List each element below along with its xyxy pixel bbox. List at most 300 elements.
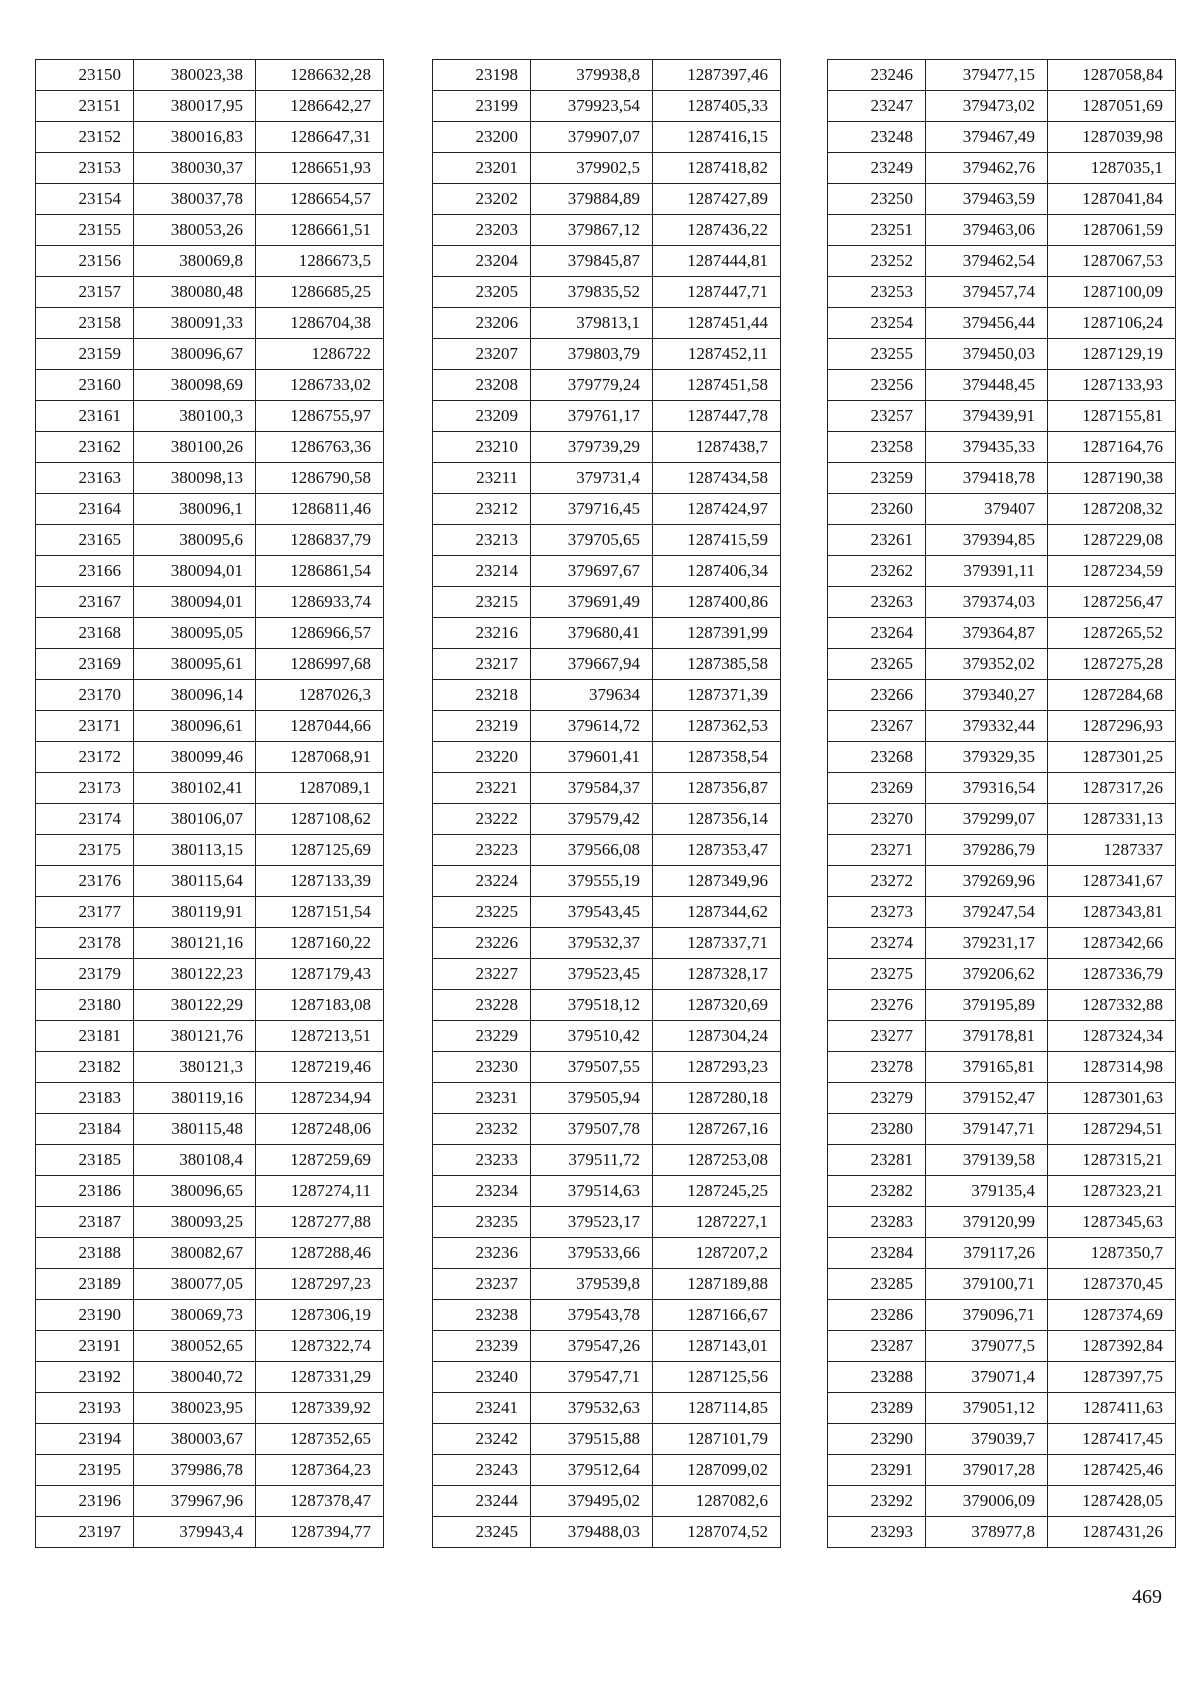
x-coordinate-cell: 380052,65 — [134, 1331, 256, 1362]
y-coordinate-cell: 1287317,26 — [1048, 773, 1176, 804]
point-number-cell: 23265 — [828, 649, 926, 680]
point-number-cell: 23219 — [433, 711, 531, 742]
y-coordinate-cell: 1287106,24 — [1048, 308, 1176, 339]
y-coordinate-cell: 1287256,47 — [1048, 587, 1176, 618]
x-coordinate-cell: 379523,45 — [531, 959, 653, 990]
x-coordinate-cell: 379845,87 — [531, 246, 653, 277]
y-coordinate-cell: 1286763,36 — [256, 432, 384, 463]
y-coordinate-cell: 1287434,58 — [653, 463, 781, 494]
x-coordinate-cell: 379178,81 — [926, 1021, 1048, 1052]
x-coordinate-cell: 379716,45 — [531, 494, 653, 525]
y-coordinate-cell: 1286837,79 — [256, 525, 384, 556]
point-number-cell: 23244 — [433, 1486, 531, 1517]
y-coordinate-cell: 1287438,7 — [653, 432, 781, 463]
x-coordinate-cell: 380080,48 — [134, 277, 256, 308]
y-coordinate-cell: 1287277,88 — [256, 1207, 384, 1238]
y-coordinate-cell: 1287378,47 — [256, 1486, 384, 1517]
y-coordinate-cell: 1287227,1 — [653, 1207, 781, 1238]
x-coordinate-cell: 379943,4 — [134, 1517, 256, 1548]
x-coordinate-cell: 379418,78 — [926, 463, 1048, 494]
table-row — [828, 1393, 1176, 1424]
table-row — [828, 928, 1176, 959]
y-coordinate-cell: 1287371,39 — [653, 680, 781, 711]
table-row — [433, 804, 781, 835]
point-number-cell: 23261 — [828, 525, 926, 556]
table-row — [36, 1269, 384, 1300]
x-coordinate-cell: 379680,41 — [531, 618, 653, 649]
point-number-cell: 23287 — [828, 1331, 926, 1362]
point-number-cell: 23179 — [36, 959, 134, 990]
point-number-cell: 23273 — [828, 897, 926, 928]
y-coordinate-cell: 1287304,24 — [653, 1021, 781, 1052]
coordinates-table-1 — [35, 59, 384, 1548]
y-coordinate-cell: 1287451,44 — [653, 308, 781, 339]
table-row — [433, 556, 781, 587]
point-number-cell: 23184 — [36, 1114, 134, 1145]
x-coordinate-cell: 379435,33 — [926, 432, 1048, 463]
x-coordinate-cell: 380096,14 — [134, 680, 256, 711]
y-coordinate-cell: 1287294,51 — [1048, 1114, 1176, 1145]
y-coordinate-cell: 1287183,08 — [256, 990, 384, 1021]
y-coordinate-cell: 1287400,86 — [653, 587, 781, 618]
x-coordinate-cell: 379967,96 — [134, 1486, 256, 1517]
table-row — [433, 928, 781, 959]
table-row — [433, 1145, 781, 1176]
point-number-cell: 23213 — [433, 525, 531, 556]
table-row — [36, 1300, 384, 1331]
point-number-cell: 23259 — [828, 463, 926, 494]
table-row — [828, 91, 1176, 122]
table-row — [433, 835, 781, 866]
table-row — [828, 773, 1176, 804]
y-coordinate-cell: 1287306,19 — [256, 1300, 384, 1331]
table-row — [828, 959, 1176, 990]
point-number-cell: 23221 — [433, 773, 531, 804]
y-coordinate-cell: 1287352,65 — [256, 1424, 384, 1455]
point-number-cell: 23223 — [433, 835, 531, 866]
table-row — [828, 835, 1176, 866]
point-number-cell: 23239 — [433, 1331, 531, 1362]
table-row — [433, 959, 781, 990]
coordinates-table-2 — [432, 59, 781, 1548]
x-coordinate-cell: 379779,24 — [531, 370, 653, 401]
point-number-cell: 23225 — [433, 897, 531, 928]
table-row — [828, 1052, 1176, 1083]
x-coordinate-cell: 379096,71 — [926, 1300, 1048, 1331]
point-number-cell: 23277 — [828, 1021, 926, 1052]
point-number-cell: 23266 — [828, 680, 926, 711]
point-number-cell: 23283 — [828, 1207, 926, 1238]
point-number-cell: 23256 — [828, 370, 926, 401]
table-row — [828, 1114, 1176, 1145]
x-coordinate-cell: 379579,42 — [531, 804, 653, 835]
y-coordinate-cell: 1287125,69 — [256, 835, 384, 866]
x-coordinate-cell: 379515,88 — [531, 1424, 653, 1455]
table-row — [828, 618, 1176, 649]
table-row — [36, 1052, 384, 1083]
x-coordinate-cell: 380096,1 — [134, 494, 256, 525]
point-number-cell: 23168 — [36, 618, 134, 649]
x-coordinate-cell: 379488,03 — [531, 1517, 653, 1548]
point-number-cell: 23172 — [36, 742, 134, 773]
table-row — [828, 649, 1176, 680]
table-row — [828, 215, 1176, 246]
table-row — [433, 1300, 781, 1331]
point-number-cell: 23231 — [433, 1083, 531, 1114]
point-number-cell: 23196 — [36, 1486, 134, 1517]
y-coordinate-cell: 1287336,79 — [1048, 959, 1176, 990]
table-row — [36, 1083, 384, 1114]
point-number-cell: 23268 — [828, 742, 926, 773]
point-number-cell: 23290 — [828, 1424, 926, 1455]
point-number-cell: 23154 — [36, 184, 134, 215]
y-coordinate-cell: 1287301,63 — [1048, 1083, 1176, 1114]
table-row — [828, 1331, 1176, 1362]
table-row — [36, 1238, 384, 1269]
table-row — [36, 1486, 384, 1517]
x-coordinate-cell: 379457,74 — [926, 277, 1048, 308]
x-coordinate-cell: 379364,87 — [926, 618, 1048, 649]
point-number-cell: 23255 — [828, 339, 926, 370]
table-row — [828, 742, 1176, 773]
point-number-cell: 23280 — [828, 1114, 926, 1145]
y-coordinate-cell: 1287411,63 — [1048, 1393, 1176, 1424]
point-number-cell: 23186 — [36, 1176, 134, 1207]
y-coordinate-cell: 1287219,46 — [256, 1052, 384, 1083]
y-coordinate-cell: 1287288,46 — [256, 1238, 384, 1269]
x-coordinate-cell: 379391,11 — [926, 556, 1048, 587]
table-row — [828, 804, 1176, 835]
x-coordinate-cell: 380095,61 — [134, 649, 256, 680]
point-number-cell: 23293 — [828, 1517, 926, 1548]
table-row — [828, 401, 1176, 432]
y-coordinate-cell: 1287444,81 — [653, 246, 781, 277]
x-coordinate-cell: 379152,47 — [926, 1083, 1048, 1114]
point-number-cell: 23238 — [433, 1300, 531, 1331]
table-row — [36, 308, 384, 339]
table-row — [828, 184, 1176, 215]
table-row — [433, 1052, 781, 1083]
y-coordinate-cell: 1287234,94 — [256, 1083, 384, 1114]
y-coordinate-cell: 1287284,68 — [1048, 680, 1176, 711]
table-row — [433, 184, 781, 215]
table-row — [36, 1331, 384, 1362]
point-number-cell: 23236 — [433, 1238, 531, 1269]
table-row — [433, 1362, 781, 1393]
x-coordinate-cell: 379523,17 — [531, 1207, 653, 1238]
y-coordinate-cell: 1287339,92 — [256, 1393, 384, 1424]
table-row — [433, 1486, 781, 1517]
y-coordinate-cell: 1286632,28 — [256, 60, 384, 91]
y-coordinate-cell: 1287190,38 — [1048, 463, 1176, 494]
x-coordinate-cell: 379299,07 — [926, 804, 1048, 835]
point-number-cell: 23234 — [433, 1176, 531, 1207]
table-row — [828, 1238, 1176, 1269]
point-number-cell: 23163 — [36, 463, 134, 494]
y-coordinate-cell: 1287447,78 — [653, 401, 781, 432]
y-coordinate-cell: 1287267,16 — [653, 1114, 781, 1145]
y-coordinate-cell: 1287293,23 — [653, 1052, 781, 1083]
x-coordinate-cell: 380096,61 — [134, 711, 256, 742]
y-coordinate-cell: 1287417,45 — [1048, 1424, 1176, 1455]
y-coordinate-cell: 1287207,2 — [653, 1238, 781, 1269]
table-row — [36, 1207, 384, 1238]
table-row — [36, 1393, 384, 1424]
x-coordinate-cell: 380122,29 — [134, 990, 256, 1021]
x-coordinate-cell: 379584,37 — [531, 773, 653, 804]
point-number-cell: 23176 — [36, 866, 134, 897]
x-coordinate-cell: 379231,17 — [926, 928, 1048, 959]
x-coordinate-cell: 380121,76 — [134, 1021, 256, 1052]
point-number-cell: 23285 — [828, 1269, 926, 1300]
x-coordinate-cell: 379316,54 — [926, 773, 1048, 804]
table-row — [36, 1424, 384, 1455]
x-coordinate-cell: 380095,05 — [134, 618, 256, 649]
table-row — [36, 1021, 384, 1052]
y-coordinate-cell: 1287322,74 — [256, 1331, 384, 1362]
table-row — [828, 1083, 1176, 1114]
x-coordinate-cell: 379986,78 — [134, 1455, 256, 1486]
x-coordinate-cell: 380113,15 — [134, 835, 256, 866]
y-coordinate-cell: 1286755,97 — [256, 401, 384, 432]
table-row — [36, 618, 384, 649]
x-coordinate-cell: 379439,91 — [926, 401, 1048, 432]
page-number: 469 — [1132, 1586, 1162, 1608]
y-coordinate-cell: 1286654,57 — [256, 184, 384, 215]
y-coordinate-cell: 1287160,22 — [256, 928, 384, 959]
x-coordinate-cell: 380091,33 — [134, 308, 256, 339]
x-coordinate-cell: 379477,15 — [926, 60, 1048, 91]
point-number-cell: 23200 — [433, 122, 531, 153]
point-number-cell: 23178 — [36, 928, 134, 959]
point-number-cell: 23292 — [828, 1486, 926, 1517]
y-coordinate-cell: 1287114,85 — [653, 1393, 781, 1424]
table-row — [433, 897, 781, 928]
table-row — [433, 990, 781, 1021]
point-number-cell: 23165 — [36, 525, 134, 556]
y-coordinate-cell: 1287337 — [1048, 835, 1176, 866]
y-coordinate-cell: 1287301,25 — [1048, 742, 1176, 773]
table-row — [36, 1114, 384, 1145]
y-coordinate-cell: 1287385,58 — [653, 649, 781, 680]
y-coordinate-cell: 1287418,82 — [653, 153, 781, 184]
point-number-cell: 23282 — [828, 1176, 926, 1207]
y-coordinate-cell: 1286790,58 — [256, 463, 384, 494]
x-coordinate-cell: 379739,29 — [531, 432, 653, 463]
point-number-cell: 23177 — [36, 897, 134, 928]
table-row — [36, 339, 384, 370]
x-coordinate-cell: 378977,8 — [926, 1517, 1048, 1548]
x-coordinate-cell: 379667,94 — [531, 649, 653, 680]
y-coordinate-cell: 1287364,23 — [256, 1455, 384, 1486]
y-coordinate-cell: 1287125,56 — [653, 1362, 781, 1393]
y-coordinate-cell: 1287345,63 — [1048, 1207, 1176, 1238]
y-coordinate-cell: 1286704,38 — [256, 308, 384, 339]
y-coordinate-cell: 1287026,3 — [256, 680, 384, 711]
x-coordinate-cell: 380106,07 — [134, 804, 256, 835]
x-coordinate-cell: 380119,16 — [134, 1083, 256, 1114]
y-coordinate-cell: 1287394,77 — [256, 1517, 384, 1548]
table-row — [828, 1300, 1176, 1331]
table-row — [36, 1145, 384, 1176]
table-row — [433, 618, 781, 649]
y-coordinate-cell: 1287331,13 — [1048, 804, 1176, 835]
point-number-cell: 23237 — [433, 1269, 531, 1300]
point-number-cell: 23271 — [828, 835, 926, 866]
table-row — [828, 308, 1176, 339]
x-coordinate-cell: 379543,45 — [531, 897, 653, 928]
point-number-cell: 23262 — [828, 556, 926, 587]
y-coordinate-cell: 1287164,76 — [1048, 432, 1176, 463]
x-coordinate-cell: 379547,71 — [531, 1362, 653, 1393]
x-coordinate-cell: 379634 — [531, 680, 653, 711]
table-row — [36, 959, 384, 990]
point-number-cell: 23274 — [828, 928, 926, 959]
point-number-cell: 23194 — [36, 1424, 134, 1455]
x-coordinate-cell: 379731,4 — [531, 463, 653, 494]
y-coordinate-cell: 1287051,69 — [1048, 91, 1176, 122]
x-coordinate-cell: 379566,08 — [531, 835, 653, 866]
y-coordinate-cell: 1286685,25 — [256, 277, 384, 308]
y-coordinate-cell: 1287245,25 — [653, 1176, 781, 1207]
x-coordinate-cell: 379705,65 — [531, 525, 653, 556]
point-number-cell: 23191 — [36, 1331, 134, 1362]
point-number-cell: 23150 — [36, 60, 134, 91]
y-coordinate-cell: 1287253,08 — [653, 1145, 781, 1176]
table-row — [828, 711, 1176, 742]
point-number-cell: 23218 — [433, 680, 531, 711]
table-row — [36, 432, 384, 463]
table-row — [828, 463, 1176, 494]
x-coordinate-cell: 379507,78 — [531, 1114, 653, 1145]
x-coordinate-cell: 380017,95 — [134, 91, 256, 122]
y-coordinate-cell: 1287100,09 — [1048, 277, 1176, 308]
y-coordinate-cell: 1287323,21 — [1048, 1176, 1176, 1207]
table-row — [36, 990, 384, 1021]
y-coordinate-cell: 1287280,18 — [653, 1083, 781, 1114]
table-row — [36, 246, 384, 277]
point-number-cell: 23242 — [433, 1424, 531, 1455]
point-number-cell: 23246 — [828, 60, 926, 91]
x-coordinate-cell: 379340,27 — [926, 680, 1048, 711]
point-number-cell: 23281 — [828, 1145, 926, 1176]
x-coordinate-cell: 380115,64 — [134, 866, 256, 897]
point-number-cell: 23204 — [433, 246, 531, 277]
point-number-cell: 23289 — [828, 1393, 926, 1424]
x-coordinate-cell: 380069,73 — [134, 1300, 256, 1331]
table-row — [433, 525, 781, 556]
y-coordinate-cell: 1287452,11 — [653, 339, 781, 370]
x-coordinate-cell: 379514,63 — [531, 1176, 653, 1207]
x-coordinate-cell: 379463,06 — [926, 215, 1048, 246]
x-coordinate-cell: 380096,65 — [134, 1176, 256, 1207]
y-coordinate-cell: 1287061,59 — [1048, 215, 1176, 246]
y-coordinate-cell: 1287337,71 — [653, 928, 781, 959]
point-number-cell: 23153 — [36, 153, 134, 184]
y-coordinate-cell: 1287129,19 — [1048, 339, 1176, 370]
point-number-cell: 23201 — [433, 153, 531, 184]
x-coordinate-cell: 380098,69 — [134, 370, 256, 401]
table-row — [433, 339, 781, 370]
y-coordinate-cell: 1287342,66 — [1048, 928, 1176, 959]
table-row — [433, 60, 781, 91]
x-coordinate-cell: 379467,49 — [926, 122, 1048, 153]
x-coordinate-cell: 379867,12 — [531, 215, 653, 246]
table-row — [433, 1455, 781, 1486]
x-coordinate-cell: 380016,83 — [134, 122, 256, 153]
x-coordinate-cell: 379247,54 — [926, 897, 1048, 928]
y-coordinate-cell: 1287133,93 — [1048, 370, 1176, 401]
y-coordinate-cell: 1287297,23 — [256, 1269, 384, 1300]
x-coordinate-cell: 380122,23 — [134, 959, 256, 990]
x-coordinate-cell: 380108,4 — [134, 1145, 256, 1176]
y-coordinate-cell: 1287259,69 — [256, 1145, 384, 1176]
point-number-cell: 23151 — [36, 91, 134, 122]
y-coordinate-cell: 1287424,97 — [653, 494, 781, 525]
point-number-cell: 23159 — [36, 339, 134, 370]
point-number-cell: 23230 — [433, 1052, 531, 1083]
y-coordinate-cell: 1287089,1 — [256, 773, 384, 804]
y-coordinate-cell: 1287428,05 — [1048, 1486, 1176, 1517]
y-coordinate-cell: 1287265,52 — [1048, 618, 1176, 649]
point-number-cell: 23211 — [433, 463, 531, 494]
table-row — [36, 711, 384, 742]
x-coordinate-cell: 379448,45 — [926, 370, 1048, 401]
x-coordinate-cell: 379100,71 — [926, 1269, 1048, 1300]
table-row — [433, 494, 781, 525]
point-number-cell: 23189 — [36, 1269, 134, 1300]
y-coordinate-cell: 1287328,17 — [653, 959, 781, 990]
y-coordinate-cell: 1287213,51 — [256, 1021, 384, 1052]
table-row — [828, 897, 1176, 928]
table-row — [828, 122, 1176, 153]
y-coordinate-cell: 1287041,84 — [1048, 184, 1176, 215]
point-number-cell: 23224 — [433, 866, 531, 897]
y-coordinate-cell: 1287166,67 — [653, 1300, 781, 1331]
x-coordinate-cell: 379601,41 — [531, 742, 653, 773]
y-coordinate-cell: 1287349,96 — [653, 866, 781, 897]
x-coordinate-cell: 379510,42 — [531, 1021, 653, 1052]
x-coordinate-cell: 380121,3 — [134, 1052, 256, 1083]
y-coordinate-cell: 1287370,45 — [1048, 1269, 1176, 1300]
table-row — [36, 463, 384, 494]
y-coordinate-cell: 1287447,71 — [653, 277, 781, 308]
x-coordinate-cell: 379394,85 — [926, 525, 1048, 556]
x-coordinate-cell: 379120,99 — [926, 1207, 1048, 1238]
x-coordinate-cell: 379512,64 — [531, 1455, 653, 1486]
point-number-cell: 23272 — [828, 866, 926, 897]
table-row — [433, 246, 781, 277]
table-row — [36, 587, 384, 618]
y-coordinate-cell: 1287044,66 — [256, 711, 384, 742]
point-number-cell: 23241 — [433, 1393, 531, 1424]
point-number-cell: 23170 — [36, 680, 134, 711]
table-row — [433, 1393, 781, 1424]
x-coordinate-cell: 379495,02 — [531, 1486, 653, 1517]
x-coordinate-cell: 379269,96 — [926, 866, 1048, 897]
table-row — [36, 494, 384, 525]
x-coordinate-cell: 379117,26 — [926, 1238, 1048, 1269]
point-number-cell: 23193 — [36, 1393, 134, 1424]
x-coordinate-cell: 380115,48 — [134, 1114, 256, 1145]
y-coordinate-cell: 1287397,75 — [1048, 1362, 1176, 1393]
x-coordinate-cell: 379135,4 — [926, 1176, 1048, 1207]
x-coordinate-cell: 379407 — [926, 494, 1048, 525]
point-number-cell: 23276 — [828, 990, 926, 1021]
y-coordinate-cell: 1287189,88 — [653, 1269, 781, 1300]
table-row — [828, 587, 1176, 618]
point-number-cell: 23157 — [36, 277, 134, 308]
